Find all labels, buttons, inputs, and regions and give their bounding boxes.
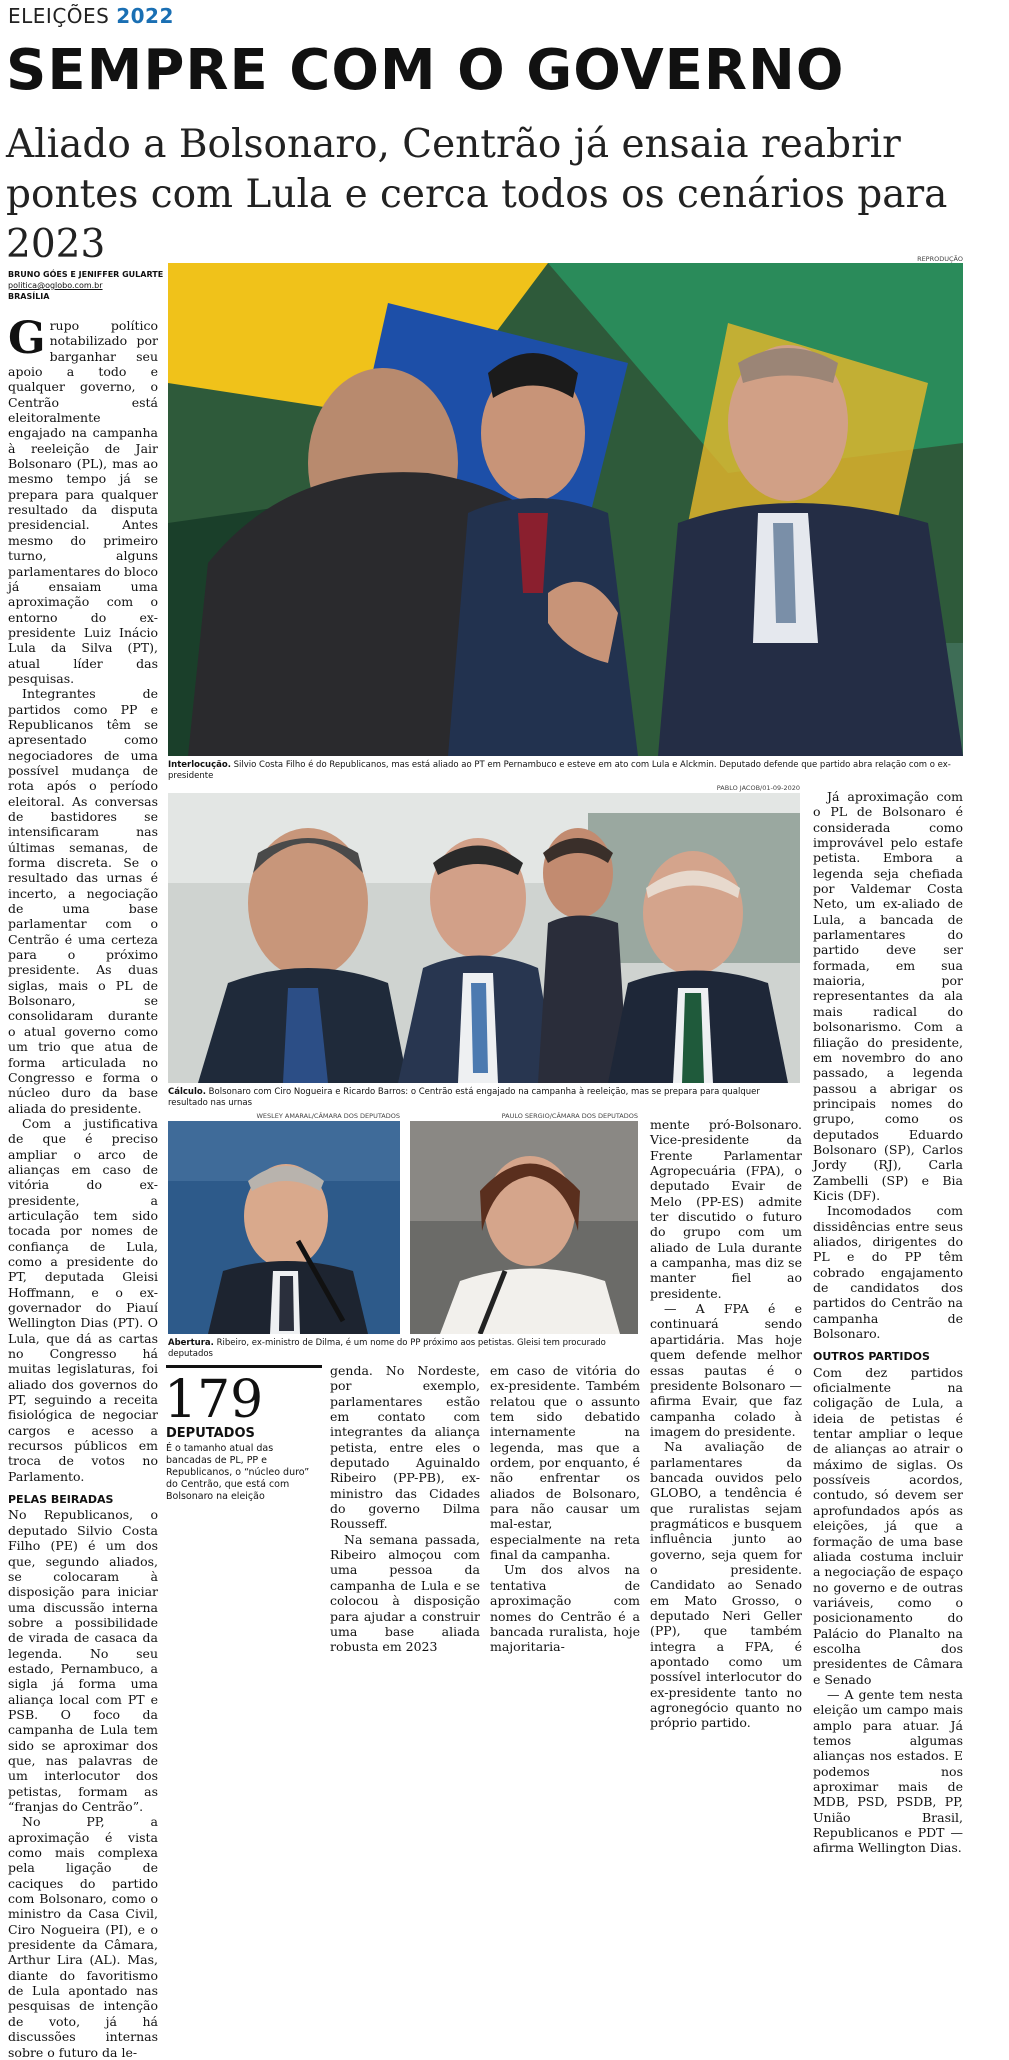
paragraph: No Republicanos, o deputado Silvio Costa Filho (PE) é um dos que, segundo aliados, se colocaram à disposição para iniciar uma discussão interna sobre a possibilidade de virada de casaca da legenda. No seu estado, Pernambuco, a sigla já forma uma aliança local com PT e PSB. O foco da campanha de Lula tem sido se aproximar dos que, nas palavras de um interlocutor dos petistas, formam as “franjas do Centrão”. — [8, 1507, 158, 1814]
paragraph: em caso de vitória do ex-presidente. Também relatou que o assunto tem sido debatido internamente na legenda, mas que a ordem, por enquanto, é não enfrentar os aliados de Bolsonaro, para não causar um mal-estar, especialmente na reta final da campanha. — [490, 1363, 640, 1563]
dropcap: G — [8, 313, 46, 364]
headline: SEMPRE COM O GOVERNO — [6, 38, 845, 103]
photo-credit: REPRODUÇÃO — [917, 255, 963, 263]
article-column-1 — [8, 313, 158, 2060]
subhead-pelas-beiradas: PELAS BEIRADAS — [8, 1493, 114, 1507]
byline-email[interactable]: politica@oglobo.com.br — [8, 280, 103, 290]
right-small-photo-image — [410, 1121, 638, 1334]
article-column-3 — [490, 1363, 640, 1655]
paragraph: Integrantes de partidos como PP e Republicanos têm se apresentado como negociadores de uma possível mudança de rota após o período eleitoral. As conversas de bastidores se intensificaram nas últimas semanas, de forma discreta. Se o resultado das urnas é incerto, a negociação de uma base parlamentar com o Centrão é uma certeza para o próximo presidente. As duas siglas, mais o PL de Bolsonaro, se consolidaram durante o atual governo como um trio que atua de forma articulada no Congresso e forma o núcleo duro da base aliada do presidente. — [8, 686, 158, 1116]
paragraph: Com a justificativa de que é preciso ampliar o arco de alianças em caso de vitória do ex-presidente, a articulação tem sido tocada por nomes de confiança de Lula, como a presidente do PT, deputada Gleisi Hoffmann, e o ex-governador do Piauí Wellington Dias (PT). O Lula, que dá as cartas no Congresso há muitas legislaturas, foi aliado dos governos do PT, seguindo a receita fisiológica de negociar cargos e acesso a recursos públicos em troca de votos no Parlamento. — [8, 1115, 158, 1484]
second-photo-caption: Cálculo. Bolsonaro com Ciro Nogueira e Ricardo Barros: o Centrão está engajado na campanha à reeleição, mas se prepara para qualquer resultado nas urnas — [168, 1087, 760, 1108]
section-kicker — [8, 4, 174, 28]
paragraph: genda. No Nordeste, por exemplo, parlamentares estão em contato com integrantes da aliança petista, entre eles o deputado Aguinaldo Ribeiro (PP-PB), ex-ministro das Cidades do governo Dilma Rousseff. — [330, 1363, 480, 1532]
subheadline: Aliado a Bolsonaro, Centrão já ensaia reabrir pontes com Lula e cerca todos os cenários para 2023 — [6, 122, 948, 267]
byline — [8, 270, 163, 302]
left-small-photo — [168, 1121, 400, 1334]
stat-number: 179 — [164, 1370, 264, 1430]
byline-authors: BRUNO GÓES E JENIFFER GULARTE — [8, 270, 164, 279]
second-photo — [168, 793, 800, 1083]
main-photo-image — [168, 263, 963, 756]
second-photo-image — [168, 793, 800, 1083]
paragraph: Na semana passada, Ribeiro almoçou com uma pessoa da campanha de Lula e se colocou à disposição para ajudar a construir uma base aliada robusta em 2023 — [330, 1531, 480, 1655]
left-small-photo-image — [168, 1121, 400, 1334]
kicker-year: 2022 — [116, 4, 174, 28]
article-column-2 — [330, 1363, 480, 1655]
main-photo-caption: Interlocução. Silvio Costa Filho é do Republicanos, mas está aliado ao PT em Pernambuco e esteve em ato com Lula e Alckmin. Deputado defende que partido abra relação com o ex-presidente — [168, 760, 951, 781]
paragraph: Incomodados com dissidências entre seus aliados, dirigentes do PL e do PP têm cobrado engajamento de candidatos dos partidos do Centrão na campanha de Bolsonaro. — [813, 1203, 963, 1342]
stat-rule — [166, 1365, 322, 1368]
paragraph: Com dez partidos oficialmente na coligação de Lula, a ideia de petistas é tentar ampliar o leque de alianças ao atrair o máximo de siglas. Os possíveis acordos, contudo, só devem ser aprofundados após as eleições, já que a formação de uma base aliada costuma incluir a negociação de espaço no governo e de outras variáveis, como o posicionamento do Palácio do Planalto na escolha dos presidentes de Câmara e Senado — [813, 1364, 963, 1687]
kicker-label: ELEIÇÕES — [8, 4, 110, 28]
paragraph: — A FPA é e continuará sendo apartidária. Mas hoje quem defende melhor essas pautas é o presidente Bolsonaro — afirma Evair, que faz campanha colado à imagem do presidente. — [650, 1301, 802, 1439]
stat-description: É o tamanho atual das bancadas de PL, PP e Republicanos, o “núcleo duro” do Centrão, que está com Bolsonaro na eleição — [166, 1443, 310, 1502]
byline-place: BRASÍLIA — [8, 291, 50, 301]
paragraph: Já aproximação com o PL de Bolsonaro é considerada como improvável pelo estafe petista. Embora a legenda seja chefiada por Valdemar Costa Neto, um ex-aliado de Lula, a bancada de parlamentares do partido deve ser formada, em sua maioria, por representantes da ala mais radical do bolsonarismo. Com a filiação do presidente, em novembro do ano passado, a legenda passou a abrigar os principais nomes do grupo, como os deputados Eduardo Bolsonaro (SP), Carlos Jordy (RJ), Carla Zambelli (SP) e Bia Kicis (DF). — [813, 789, 963, 1203]
subhead-outros-partidos: OUTROS PARTIDOS — [813, 1350, 930, 1364]
paragraph: Um dos alvos na tentativa de aproximação com nomes do Centrão é a bancada ruralista, hoje majoritaria- — [490, 1562, 640, 1655]
paragraph: Na avaliação de parlamentares da bancada ouvidos pelo GLOBO, a tendência é que ruralistas sejam pragmáticos e busquem influência junto ao governo, seja quem for o presidente. Candidato ao Senado em Mato Grosso, o deputado Neri Geller (PP), que também integra a FPA, é apontado como um possível interlocutor do ex-presidente tanto no agronegócio quanto no próprio partido. — [650, 1439, 802, 1731]
photo-credit: PABLO JACOB/01-09-2020 — [716, 784, 800, 792]
main-photo — [168, 263, 963, 756]
right-small-photo — [410, 1121, 638, 1334]
paragraph: No PP, a aproximação é vista como mais complexa pela ligação de caciques do partido com Bolsonaro, como o ministro da Casa Civil, Ciro Nogueira (PI), e o presidente da Câmara, Arthur Lira (AL). Mas, diante do favoritismo de Lula apontado nas pesquisas de intenção de voto, já há discussões internas sobre o futuro da le- — [8, 1814, 158, 2060]
article-column-5 — [813, 789, 963, 1856]
article-column-4 — [650, 1117, 802, 1731]
paragraph: mente pró-Bolsonaro. Vice-presidente da Frente Parlamentar Agropecuária (FPA), o deputado Evair de Melo (PP-ES) admite ter discutido o futuro do grupo com um aliado de Lula durante a campanha, mas diz se manter fiel ao presidente. — [650, 1117, 802, 1301]
paragraph: Grupo político notabilizado por barganhar seu apoio a todo e qualquer governo, o Centrão está eleitoralmente engajado na campanha à reeleição de Jair Bolsonaro (PL), mas ao mesmo tempo já se prepara para qualquer resultado da disputa presidencial. Antes mesmo do primeiro turno, alguns parlamentares do bloco já ensaiam uma aproximação com o entorno do ex-presidente Luiz Inácio Lula da Silva (PT), atual líder das pesquisas. — [8, 313, 158, 686]
pair-photo-caption: Abertura. Ribeiro, ex-ministro de Dilma, é um nome do PP próximo aos petistas. Gleisi tem procurado deputados — [168, 1338, 606, 1359]
paragraph: — A gente tem nesta eleição um campo mais amplo para atuar. Já temos algumas alianças nos estados. E podemos nos aproximar mais de MDB, PSD, PSDB, PP, União Brasil, Republicanos e PDT — afirma Wellington Dias. — [813, 1686, 963, 1856]
stat-label: DEPUTADOS — [166, 1426, 255, 1441]
photo-credit: PAULO SERGIO/CÂMARA DOS DEPUTADOS — [501, 1112, 638, 1120]
photo-credit: WESLEY AMARAL/CÂMARA DOS DEPUTADOS — [256, 1112, 400, 1120]
